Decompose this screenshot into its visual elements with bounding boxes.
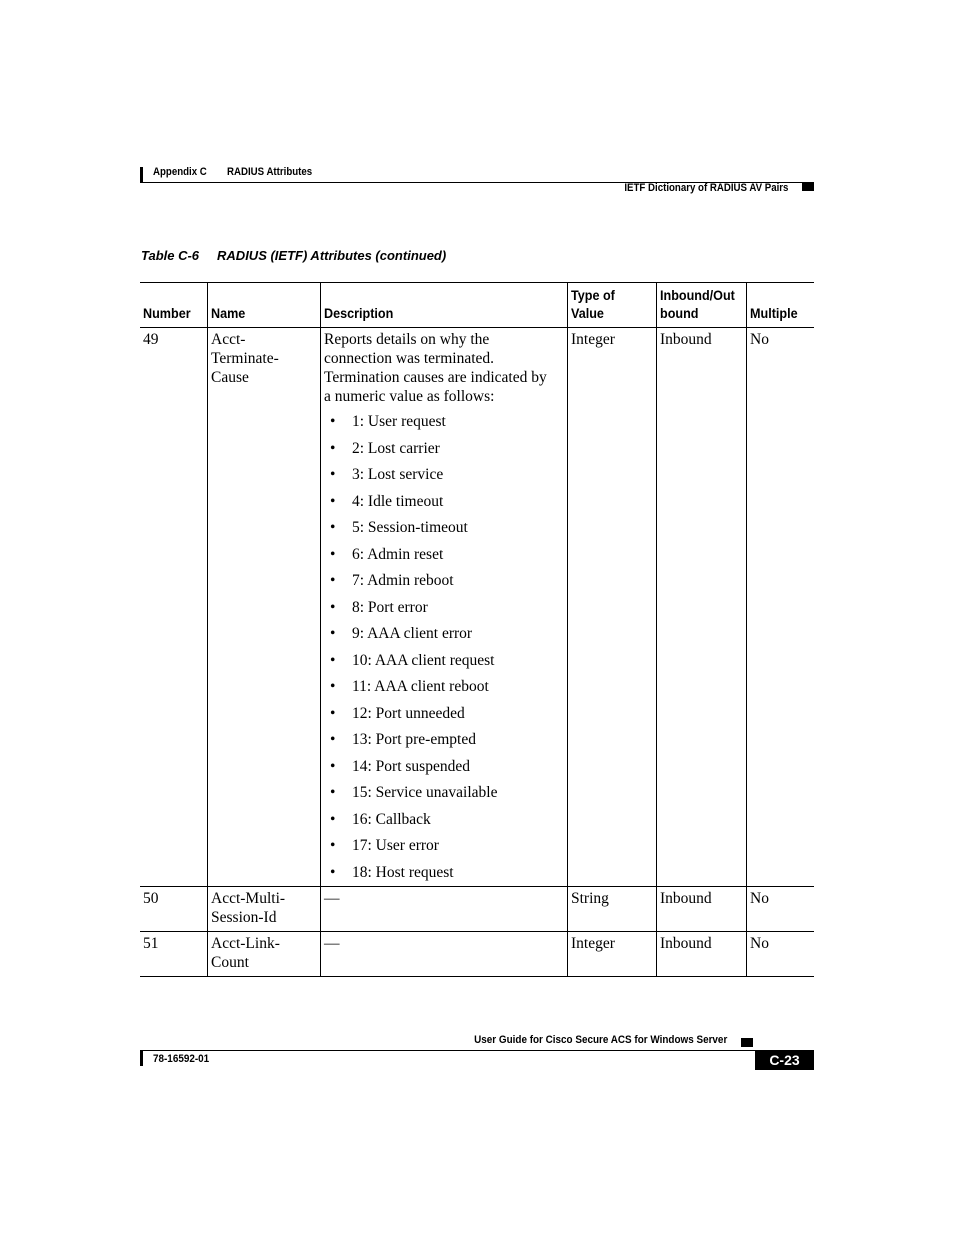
cell-multiple: No [746,932,814,976]
header-marker [802,182,814,191]
list-item: • 11: AAA client reboot [324,677,565,704]
table-header-row [140,282,814,327]
list-item: • 16: Callback [324,810,565,837]
footer-marker [741,1038,753,1047]
header-inbound-outbound: Inbound/Out bound [656,283,746,327]
footer-bar [140,1051,143,1066]
list-item: • 12: Port unneeded [324,704,565,731]
list-item: • 13: Port pre-empted [324,730,565,757]
cell-description: — [320,932,567,976]
list-item: • 1: User request [324,412,565,439]
list-item: • 18: Host request [324,863,565,890]
cell-name: Acct-Link- Count [207,932,320,976]
table-row [140,886,814,931]
list-item: • 8: Port error [324,598,565,625]
termination-cause-list [324,412,565,889]
cell-number: 51 [143,935,159,952]
cell-description: — [320,887,567,931]
cell-multiple: No [746,328,814,886]
header-number: Number [143,305,191,321]
list-item: • 2: Lost carrier [324,439,565,466]
list-item: • 3: Lost service [324,465,565,492]
list-item: • 7: Admin reboot [324,571,565,598]
cell-number: 49 [143,331,159,348]
cell-type: Integer [567,328,656,886]
table-caption-title: RADIUS (IETF) Attributes (continued) [217,248,447,263]
footer-rule [140,1050,814,1051]
header-type-of-value: Type of Value [567,283,656,327]
header-bar [140,167,143,182]
attributes-table [140,282,814,977]
header-appendix: Appendix C [153,166,207,178]
header-chapter-title: RADIUS Attributes [227,166,313,178]
table-row [140,931,814,977]
list-item: • 10: AAA client request [324,651,565,678]
cell-name: Acct-Multi- Session-Id [207,887,320,931]
table-caption [141,248,446,263]
cell-type: Integer [567,932,656,976]
footer-guide-title: User Guide for Cisco Secure ACS for Windows Server [473,1034,727,1046]
cell-direction: Inbound [656,932,746,976]
header-description: Description [320,283,567,327]
cell-description: Reports details on why the connection was terminated. Termination causes are indicated by a numeric value as follows: • 1: User request • 2: Lost carrier • 3: Lost service • 4: Idle timeout • 5: Session-timeout • 6: Admin reset • 7: Admin reboot • 8: Port error • 9: AAA client error • 10: AAA client request • 11: AAA client reboot • 12: Port unneeded • 13: Port pre-empted • 14: Port suspended • 15: Service unavailable • 16: Callback • 17: User error • 18: Host request [320,328,567,886]
list-item: • 4: Idle timeout [324,492,565,519]
header-name: Name [207,283,320,327]
list-item: • 17: User error [324,836,565,863]
cell-number: 50 [143,890,159,907]
list-item: • 9: AAA client error [324,624,565,651]
footer-doc-number: 78-16592-01 [153,1053,210,1065]
table-row [140,327,814,886]
list-item: • 15: Service unavailable [324,783,565,810]
cell-name: Acct- Terminate- Cause [207,328,320,886]
list-item: • 6: Admin reset [324,545,565,572]
cell-direction: Inbound [656,887,746,931]
list-item: • 5: Session-timeout [324,518,565,545]
page-number: C-23 [755,1050,814,1070]
list-item: • 14: Port suspended [324,757,565,784]
cell-multiple: No [746,887,814,931]
cell-type: String [567,887,656,931]
header-section-title: IETF Dictionary of RADIUS AV Pairs [623,182,788,194]
header-multiple: Multiple [746,283,814,327]
table-caption-number: Table C-6 [141,248,200,263]
cell-direction: Inbound [656,328,746,886]
